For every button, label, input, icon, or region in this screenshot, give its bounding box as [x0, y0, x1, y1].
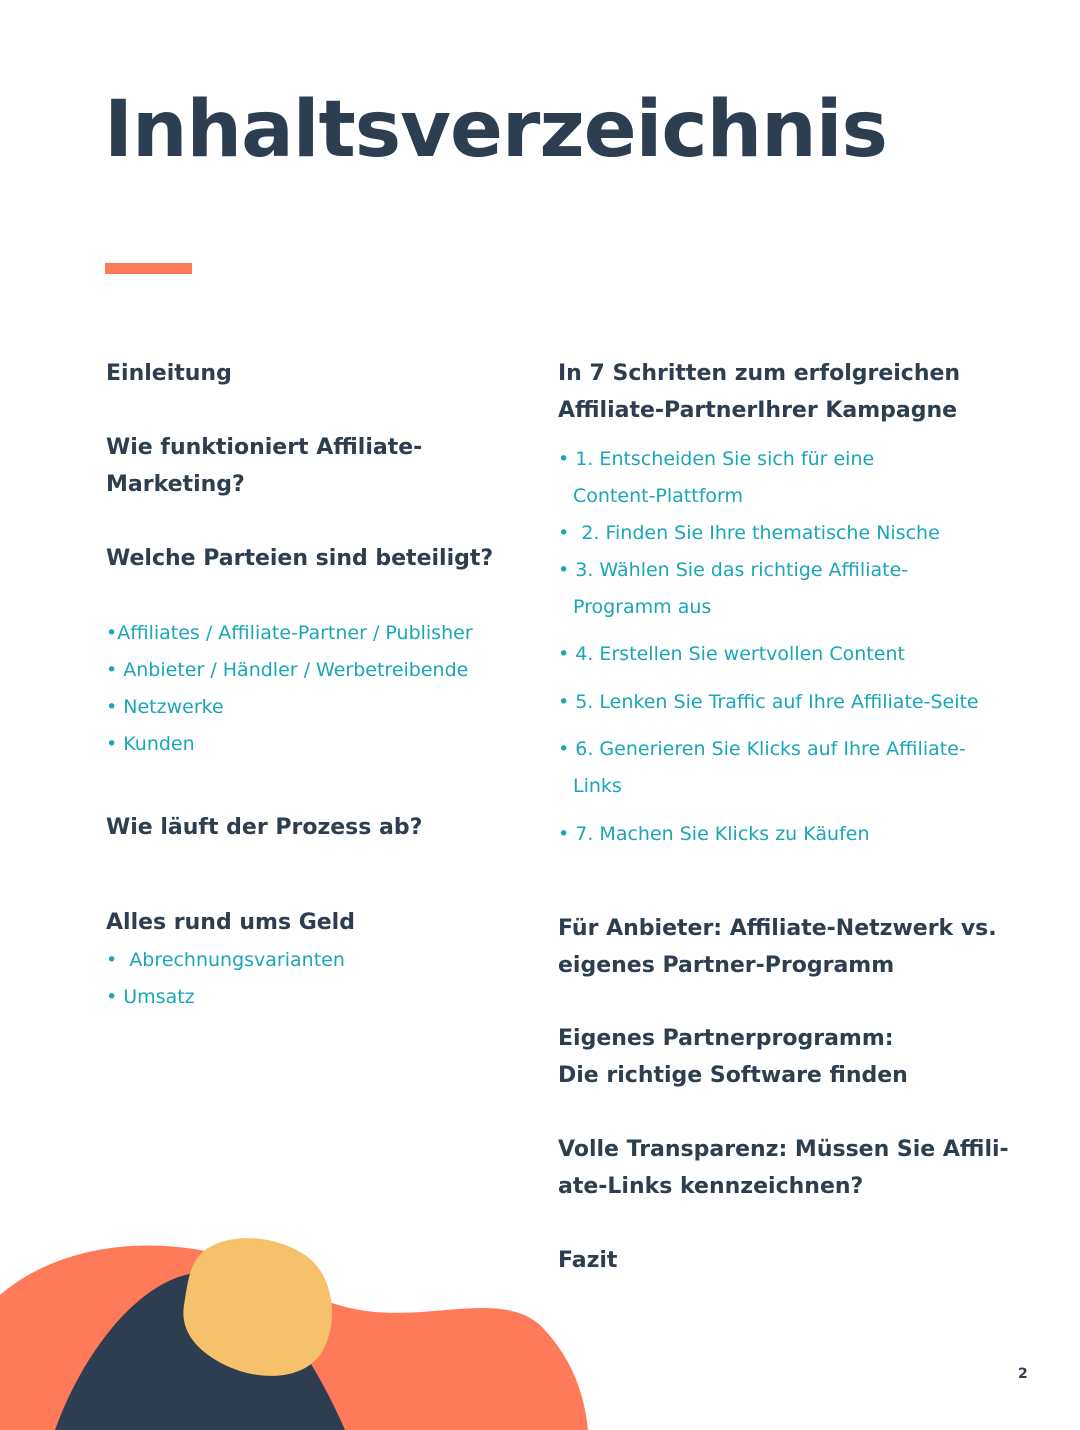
toc-step-5[interactable]	[558, 684, 979, 721]
bullet-icon: •	[558, 643, 570, 665]
toc-step-3[interactable]	[558, 552, 908, 589]
toc-software-line2[interactable]: Die richtige Software finden	[558, 1063, 908, 1088]
toc-step-1-cont[interactable]: Content-Plattform	[573, 485, 743, 507]
page-title: Inhaltsverzeichnis	[104, 85, 887, 175]
bullet-icon: •	[558, 738, 570, 760]
toc-step-3-cont[interactable]: Programm aus	[573, 596, 712, 618]
step-label: 4. Erstellen Sie wertvollen Content	[575, 643, 905, 665]
toc-item-anbieter[interactable]	[106, 652, 468, 689]
toc-item-abrechnungsvarianten[interactable]	[106, 942, 345, 979]
toc-transparenz-line2[interactable]: ate-Links kennzeichnen?	[558, 1174, 864, 1199]
toc-item-netzwerke[interactable]	[106, 689, 224, 726]
toc-step-4[interactable]	[558, 636, 905, 673]
toc-transparenz-line1[interactable]: Volle Transparenz: Müssen Sie Affili-	[558, 1137, 1009, 1162]
accent-bar	[105, 263, 192, 274]
item-label: Anbieter / Händler / Werbetreibende	[123, 659, 469, 681]
step-label: 2. Finden Sie Ihre thematische Nische	[581, 522, 940, 544]
toc-item-kunden[interactable]	[106, 726, 195, 763]
bullet-icon: •	[106, 659, 118, 681]
decorative-blobs	[0, 1230, 600, 1430]
bullet-icon: •	[106, 733, 118, 755]
toc-schritte-line1[interactable]: In 7 Schritten zum erfolgreichen	[558, 361, 961, 386]
toc-step-6-cont[interactable]: Links	[573, 775, 622, 797]
step-label: 7. Machen Sie Klicks zu Käufen	[575, 823, 870, 845]
toc-step-6[interactable]	[558, 731, 966, 768]
bullet-icon: •	[558, 448, 570, 470]
item-label: Affiliates / Affiliate-Partner / Publisher	[117, 622, 473, 644]
toc-fazit[interactable]: Fazit	[558, 1248, 618, 1273]
toc-geld[interactable]: Alles rund ums Geld	[106, 910, 355, 935]
step-label: 1. Entscheiden Sie sich für eine	[575, 448, 875, 470]
toc-item-umsatz[interactable]	[106, 979, 195, 1016]
bullet-icon: •	[106, 986, 118, 1008]
toc-step-2[interactable]	[558, 515, 940, 552]
item-label: Kunden	[123, 733, 195, 755]
toc-software-line1[interactable]: Eigenes Partnerprogramm:	[558, 1026, 894, 1051]
step-label: 3. Wählen Sie das richtige Affiliate-	[575, 559, 909, 581]
bullet-icon: •	[558, 522, 570, 544]
toc-step-7[interactable]	[558, 816, 870, 853]
bullet-icon: •	[558, 823, 570, 845]
bullet-icon: •	[558, 691, 570, 713]
toc-wie-funktioniert-line2[interactable]: Marketing?	[106, 472, 245, 497]
bullet-icon: •	[106, 949, 118, 971]
toc-parteien[interactable]: Welche Parteien sind beteiligt?	[106, 546, 494, 571]
toc-schritte-line2[interactable]: Affiliate-PartnerIhrer Kampagne	[558, 398, 958, 423]
toc-einleitung[interactable]: Einleitung	[106, 361, 232, 386]
toc-anbieter-line1[interactable]: Für Anbieter: Affiliate-Netzwerk vs.	[558, 916, 997, 941]
item-label: Abrechnungsvarianten	[129, 949, 345, 971]
page-number: 2	[1018, 1366, 1028, 1382]
toc-item-affiliates[interactable]	[106, 615, 473, 652]
item-label: Netzwerke	[123, 696, 224, 718]
toc-prozess[interactable]: Wie läuft der Prozess ab?	[106, 815, 423, 840]
step-label: 5. Lenken Sie Traffic auf Ihre Affiliate-Seite	[575, 691, 979, 713]
bullet-icon: •	[106, 622, 118, 644]
toc-anbieter-line2[interactable]: eigenes Partner-Programm	[558, 953, 895, 978]
bullet-icon: •	[558, 559, 570, 581]
bullet-icon: •	[106, 696, 118, 718]
toc-step-1[interactable]	[558, 441, 874, 478]
item-label: Umsatz	[123, 986, 195, 1008]
toc-wie-funktioniert-line1[interactable]: Wie funktioniert Affiliate-	[106, 435, 423, 460]
step-label: 6. Generieren Sie Klicks auf Ihre Affiliate-	[575, 738, 966, 760]
